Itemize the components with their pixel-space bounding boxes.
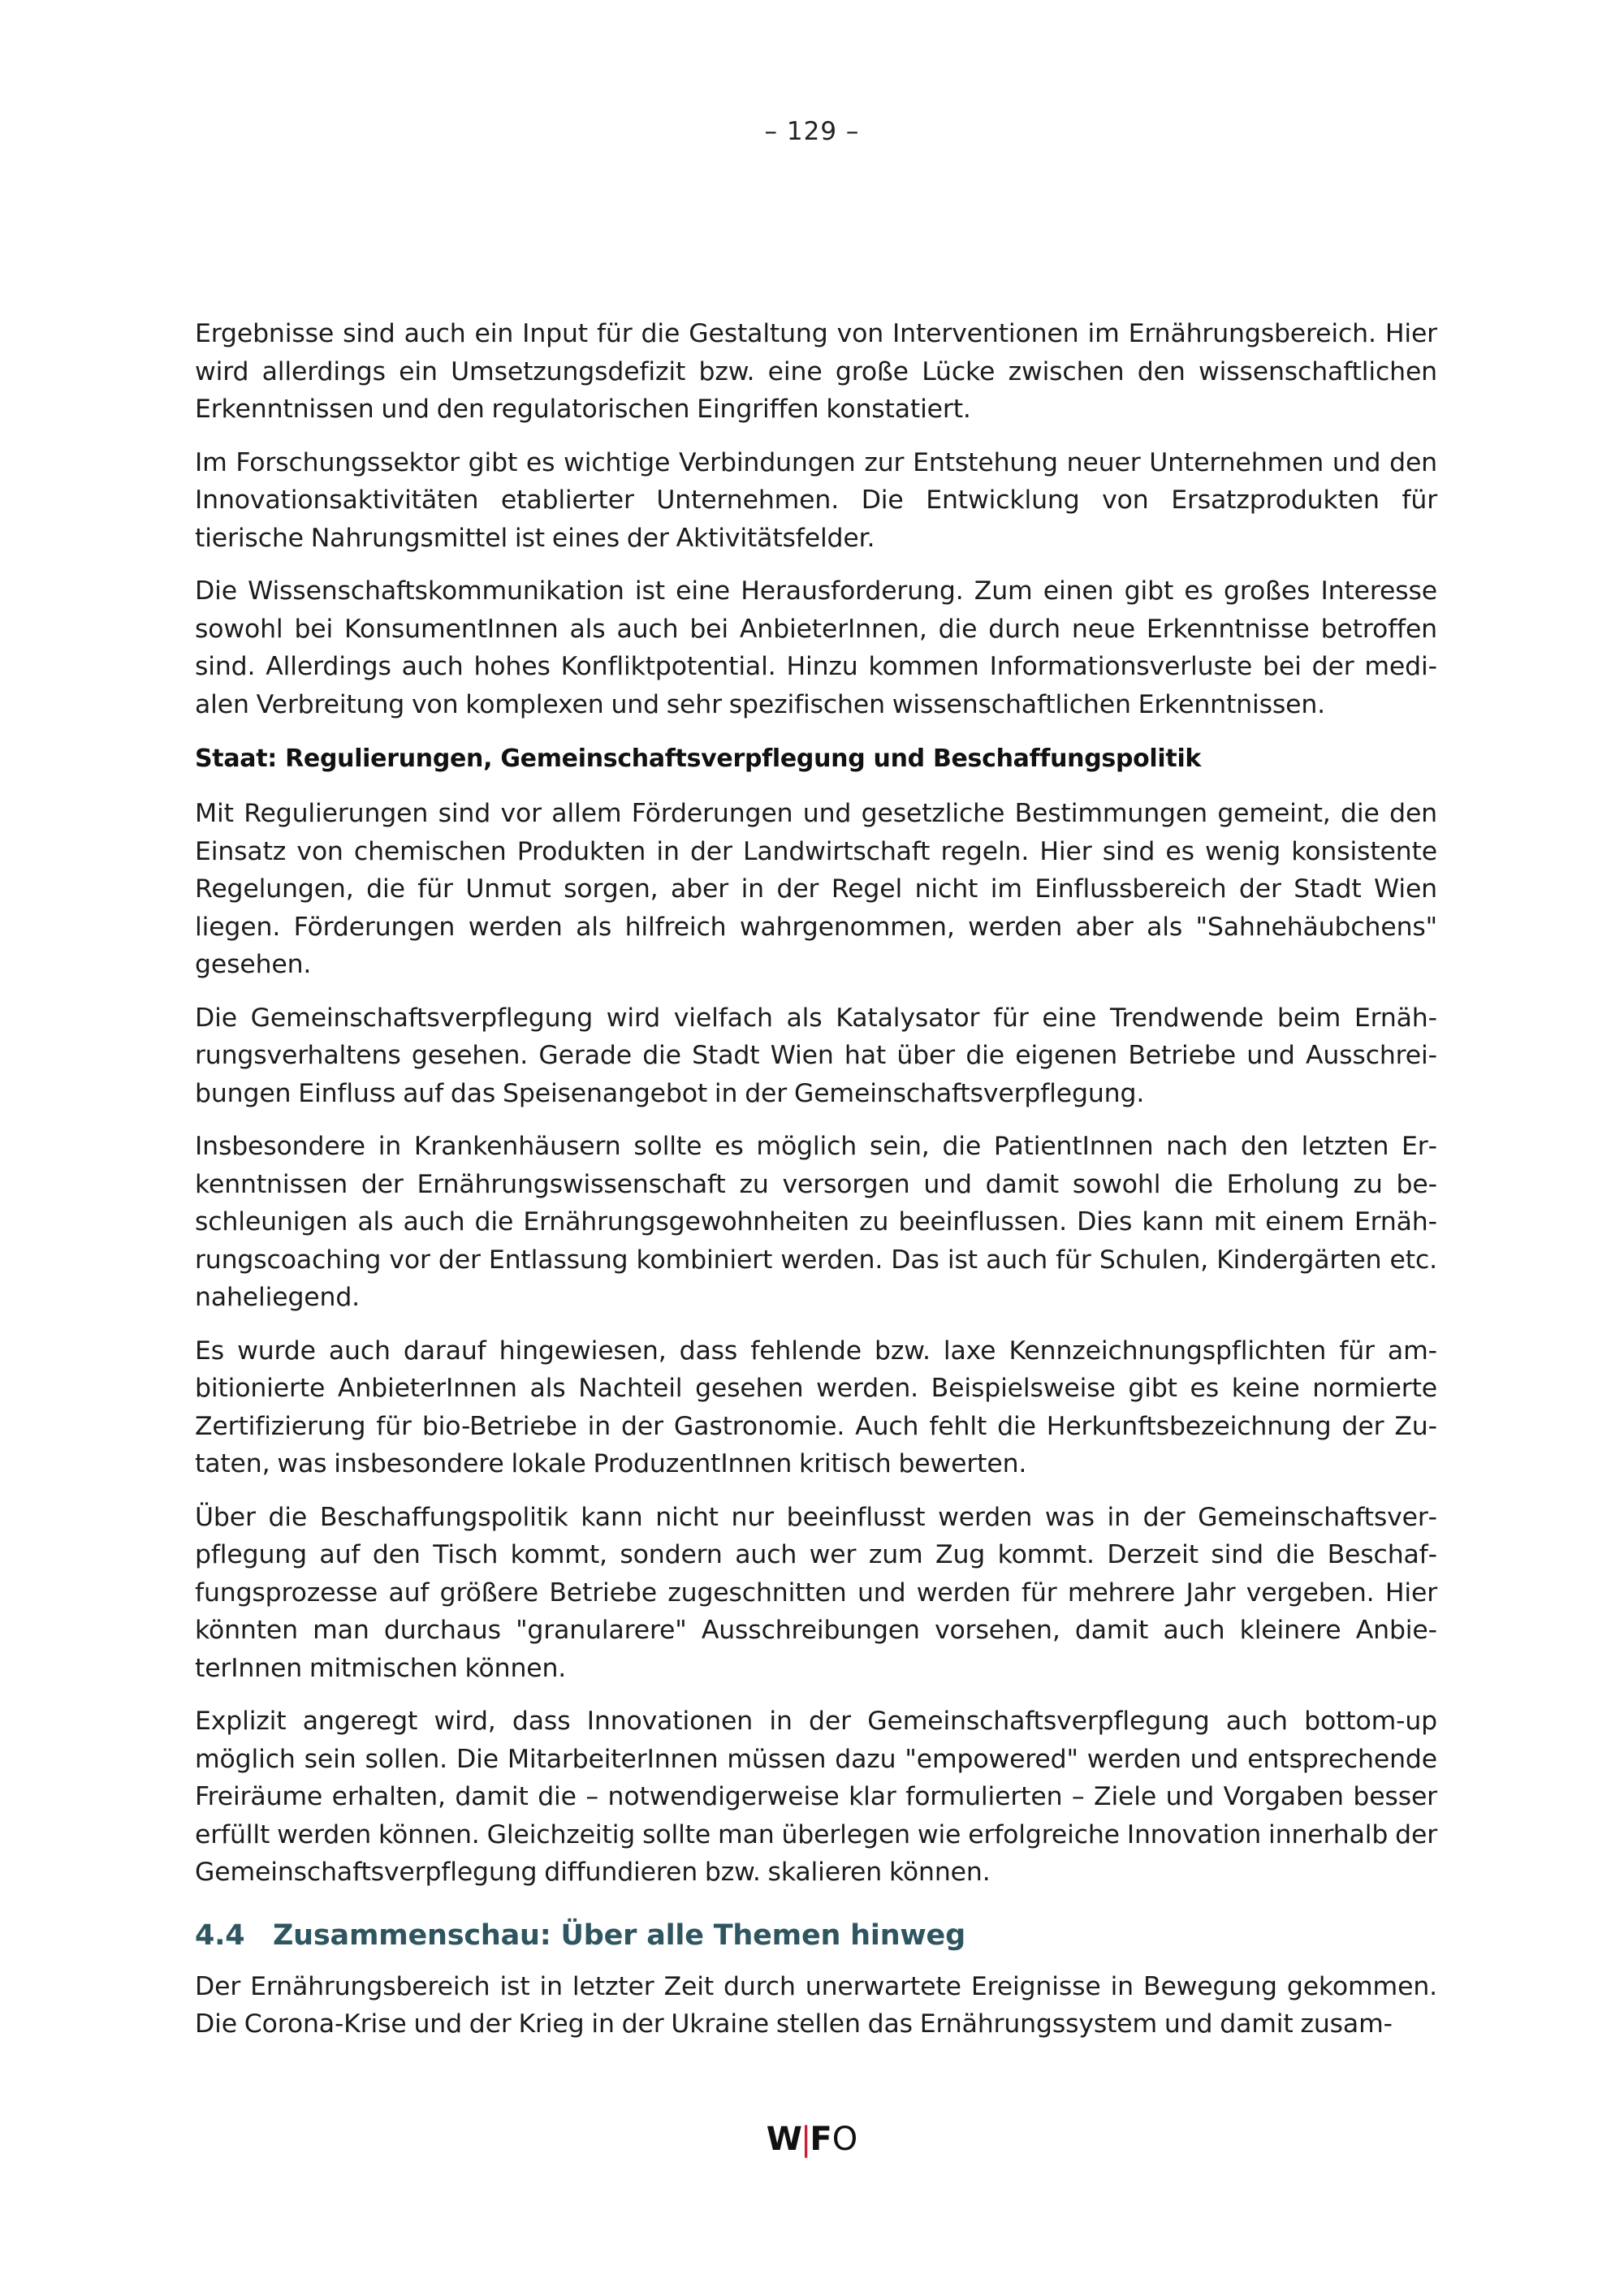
paragraph-2: Im Forschungssektor gibt es wichtige Verbindungen zur Entstehung neuer Unternehmen und den Innovationsaktivitäten etablierter Unternehmen. Die Entwicklung von Ersatzprodukten für tierische Nahrungsmittel ist eines der Aktivitätsfelder.	[195, 447, 1437, 553]
paragraph-9: Explizit angeregt wird, dass Innovationen in der Gemeinschaftsverpflegung auch bottom-up möglich sein sollen. Die MitarbeiterInnen müssen dazu "empowered" werden und entsprechende Freiräume erhalten, damit die – notwendigerweise klar formulierten – Ziele und Vorgaben besser erfüllt werden können. Gleichzeitig sollte man überlegen wie erfolgreiche Innovation innerhalb der Gemeinschaftsverpflegung diffundieren bzw. skalieren können.	[195, 1707, 1437, 1887]
section-number: 4.4	[195, 1918, 245, 1952]
wifo-logo	[0, 2121, 1624, 2158]
main-content	[195, 315, 1437, 2059]
paragraph-5: Die Gemeinschaftsverpflegung wird vielfach als Katalysator für eine Trendwende beim Ernährungsverhaltens gesehen. Gerade die Stadt Wien hat über die eigenen Betriebe und Ausschreibungen Einfluss auf das Speisenangebot in der Gemeinschaftsverpflegung.	[195, 1003, 1437, 1108]
logo-letter-w: W	[766, 2121, 802, 2158]
logo-letter-o: O	[831, 2121, 858, 2158]
paragraph-1: Ergebnisse sind auch ein Input für die Gestaltung von Interventionen im Ernährungsbereich. Hier wird allerdings ein Umsetzungsdefizit bzw. eine große Lücke zwischen den wissenschaftlichen Erkenntnissen und den regulatorischen Eingriffen konstatiert.	[195, 319, 1437, 424]
section-title: Zusammenschau: Über alle Themen hinweg	[273, 1918, 965, 1952]
page-number: – 129 –	[764, 117, 860, 146]
paragraph-10: Der Ernährungsbereich ist in letzter Zeit durch unerwartete Ereignisse in Bewegung gekommen. Die Corona-Krise und der Krieg in der Ukraine stellen das Ernährungssystem und damit zusam-	[195, 1971, 1437, 2039]
section-heading	[195, 1914, 1437, 1957]
logo-divider: |	[800, 2121, 812, 2158]
paragraph-4: Mit Regulierungen sind vor allem Förderungen und gesetzliche Bestimmungen gemeint, die den Einsatz von chemischen Produkten in der Landwirtschaft regeln. Hier sind es wenig konsistente Regelungen, die für Unmut sorgen, aber in der Regel nicht im Einflussbereich der Stadt Wien liegen. Förderungen werden als hilfreich wahrgenommen, werden aber als "Sahnehäubchens" gesehen.	[195, 799, 1437, 979]
subheading-staat: Staat: Regulierungen, Gemeinschaftsverpflegung und Beschaffungspolitik	[195, 744, 1202, 773]
paragraph-7: Es wurde auch darauf hingewiesen, dass fehlende bzw. laxe Kennzeichnungspflichten für ambitionierte AnbieterInnen als Nachteil gesehen werden. Beispielsweise gibt es keine normierte Zertifizierung für bio-Betriebe in der Gastronomie. Auch fehlt die Herkunftsbezeichnung der Zutaten, was insbesondere lokale ProduzentInnen kritisch bewerten.	[195, 1336, 1437, 1478]
paragraph-6: Insbesondere in Krankenhäusern sollte es möglich sein, die PatientInnen nach den letzten Erkenntnissen der Ernährungswissenschaft zu versorgen und damit sowohl die Erholung zu beschleunigen als auch die Ernährungsgewohnheiten zu beeinflussen. Dies kann mit einem Ernährungscoaching vor der Entlassung kombiniert werden. Das ist auch für Schulen, Kindergärten etc. naheliegend.	[195, 1132, 1437, 1312]
paragraph-8: Über die Beschaffungspolitik kann nicht nur beeinflusst werden was in der Gemeinschaftsverpflegung auf den Tisch kommt, sondern auch wer zum Zug kommt. Derzeit sind die Beschaffungsprozesse auf größere Betriebe zugeschnitten und werden für mehrere Jahr vergeben. Hier könnten man durchaus "granularere" Ausschreibungen vorsehen, damit auch kleinere AnbieterInnen mitmischen können.	[195, 1502, 1437, 1683]
paragraph-3: Die Wissenschaftskommunikation ist eine Herausforderung. Zum einen gibt es großes Interesse sowohl bei KonsumentInnen als auch bei AnbieterInnen, die durch neue Erkenntnisse betroffen sind. Allerdings auch hohes Konfliktpotential. Hinzu kommen Informationsverluste bei der medialen Verbreitung von komplexen und sehr spezifischen wissenschaftlichen Erkenntnissen.	[195, 576, 1437, 719]
logo-letter-f: F	[810, 2121, 832, 2158]
